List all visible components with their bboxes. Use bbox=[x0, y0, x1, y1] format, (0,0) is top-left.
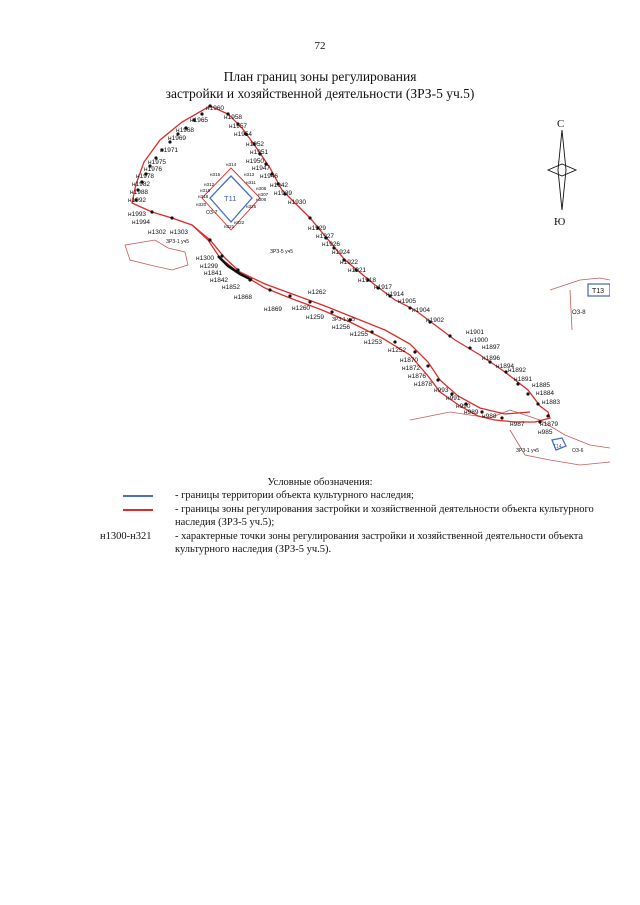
point-label: н985 bbox=[538, 429, 553, 436]
point-label: н1852 bbox=[222, 284, 241, 291]
point-label: н1993 bbox=[128, 211, 147, 218]
legend bbox=[100, 489, 600, 557]
legend-item-heritage-border bbox=[100, 489, 600, 502]
zone-label-oz8: ОЗ-8 bbox=[572, 310, 586, 316]
point-label: н1900 bbox=[470, 337, 489, 344]
point-label: н1841 bbox=[204, 270, 223, 277]
point-label: н1260 bbox=[292, 305, 311, 312]
legend-item-zone-border bbox=[100, 503, 600, 529]
point-labels-left bbox=[128, 105, 306, 236]
legend-key-text: н1300-н321 bbox=[100, 531, 152, 542]
point-label: н313 bbox=[244, 172, 255, 177]
zone-label-rz5: ЗРЗ-5 уч5 bbox=[270, 249, 293, 255]
point-label: н988 bbox=[482, 413, 497, 420]
compass-north-label: С bbox=[557, 118, 565, 130]
point-label: н325 bbox=[246, 204, 257, 209]
point-label: н1930 bbox=[288, 199, 307, 206]
point-label: н1869 bbox=[264, 306, 283, 313]
point-label: н1299 bbox=[200, 263, 219, 270]
point-label: н1946 bbox=[260, 173, 279, 180]
title-line-1: План границ зоны регулирования bbox=[223, 69, 417, 84]
zone-label-oz6: ОЗ-6 bbox=[572, 448, 584, 454]
point-label: н1978 bbox=[136, 173, 155, 180]
point-label: н1302 bbox=[148, 229, 167, 236]
point-label: н314 bbox=[226, 162, 237, 167]
zone-label-rz1-bottom: ЗРЗ-1 уч5 bbox=[516, 448, 539, 454]
point-label: н989 bbox=[464, 409, 479, 416]
point-label: н306 bbox=[256, 197, 267, 202]
point-label: н1883 bbox=[542, 399, 561, 406]
point-label: н1942 bbox=[270, 182, 289, 189]
point-label: н1947 bbox=[252, 165, 271, 172]
point-label: н1960 bbox=[206, 105, 225, 112]
point-label: н1950 bbox=[246, 158, 265, 165]
point-label: н315 bbox=[210, 172, 221, 177]
point-label: н308 bbox=[256, 186, 267, 191]
point-label: н1975 bbox=[148, 159, 167, 166]
point-label: н1952 bbox=[246, 141, 265, 148]
point-label: н1870 bbox=[400, 357, 419, 364]
point-label: н1951 bbox=[250, 149, 269, 156]
point-label: н1879 bbox=[540, 421, 559, 428]
point-label: н1252 bbox=[388, 347, 407, 354]
point-label: н1872 bbox=[402, 365, 421, 372]
page-number: 72 bbox=[314, 40, 326, 52]
point-label: н1994 bbox=[132, 219, 151, 226]
heritage-border bbox=[210, 176, 610, 450]
point-label: н1300 bbox=[196, 255, 215, 262]
point-label: н1965 bbox=[190, 117, 209, 124]
point-label: н1939 bbox=[274, 190, 293, 197]
neighbor-border-south bbox=[410, 410, 610, 465]
point-label: н1969 bbox=[168, 135, 187, 142]
point-label: н1878 bbox=[414, 381, 433, 388]
page-title bbox=[0, 68, 640, 102]
zone-label-rz1-top: ЗРЗ-1 уч5 bbox=[166, 239, 189, 245]
point-label: н1896 bbox=[482, 355, 501, 362]
point-label: н993 bbox=[434, 387, 449, 394]
point-label: н1253 bbox=[364, 339, 383, 346]
point-label: н1926 bbox=[322, 241, 341, 248]
zone-map bbox=[110, 100, 610, 480]
point-label: н1902 bbox=[426, 317, 445, 324]
point-label: н322 bbox=[234, 220, 245, 225]
legend-title: Условные обозначения: bbox=[267, 477, 373, 488]
point-label: н319 bbox=[200, 188, 211, 193]
point-label: н1262 bbox=[308, 289, 327, 296]
point-label: н1954 bbox=[234, 131, 253, 138]
point-label: н1892 bbox=[508, 367, 527, 374]
zone-labels bbox=[166, 194, 604, 454]
point-label: н1876 bbox=[408, 373, 427, 380]
point-label: н1905 bbox=[398, 298, 417, 305]
red-line-swatch bbox=[123, 509, 153, 511]
point-label: н1884 bbox=[536, 390, 555, 397]
point-label: н987 bbox=[510, 421, 525, 428]
point-label: н1259 bbox=[306, 314, 325, 321]
compass-needle-icon bbox=[548, 130, 576, 210]
point-label: н1957 bbox=[229, 123, 248, 130]
point-label: н1891 bbox=[514, 376, 533, 383]
point-label: н1958 bbox=[224, 114, 243, 121]
point-label: н1894 bbox=[496, 363, 515, 370]
point-label: н990 bbox=[456, 403, 471, 410]
point-label: н1924 bbox=[332, 249, 351, 256]
point-label: н991 bbox=[446, 395, 461, 402]
zone-label-oz7: ОЗ-7 bbox=[206, 210, 218, 216]
point-label: н1901 bbox=[466, 329, 485, 336]
point-label: н1256 bbox=[332, 324, 351, 331]
point-label: н1897 bbox=[482, 344, 501, 351]
point-label: н1868 bbox=[234, 294, 253, 301]
zone-border-inner bbox=[192, 225, 533, 414]
zone-label-t13: Т13 bbox=[592, 288, 605, 295]
point-label: н1918 bbox=[358, 277, 377, 284]
legend-desc: - границы зоны регулирования застройки и хозяйственной деятельности объекта культурного наследия (ЗРЗ-5 уч.5); bbox=[175, 504, 594, 528]
point-label: н1988 bbox=[130, 189, 149, 196]
point-label: н311 bbox=[246, 180, 256, 185]
point-label: н1904 bbox=[412, 307, 431, 314]
point-label: н1929 bbox=[308, 225, 327, 232]
point-label: н1303 bbox=[170, 229, 189, 236]
point-label: н1842 bbox=[210, 277, 229, 284]
legend-key bbox=[100, 503, 175, 511]
point-label: н1914 bbox=[386, 291, 405, 298]
point-label: н1922 bbox=[340, 259, 359, 266]
zone-label-t11: Т11 bbox=[224, 194, 237, 203]
point-label: н1885 bbox=[532, 382, 551, 389]
point-label: н1992 bbox=[128, 197, 147, 204]
point-label: н1255 bbox=[350, 331, 369, 338]
legend-key bbox=[100, 489, 175, 497]
point-label: н320 bbox=[196, 202, 207, 207]
legend-desc: - характерные точки зоны регулирования застройки и хозяйственной деятельности объекта культурного наследия (ЗРЗ-5 уч.5). bbox=[175, 531, 584, 555]
point-label: н318 bbox=[198, 194, 209, 199]
point-label: н1971 bbox=[160, 147, 179, 154]
title-line-2: застройки и хозяйственной деятельности (ЗРЗ-5 уч.5) bbox=[165, 86, 475, 101]
zone-label-t14: Т14 bbox=[553, 444, 562, 450]
legend-desc: - границы территории объекта культурного наследия; bbox=[175, 490, 414, 501]
point-label: н1927 bbox=[316, 233, 335, 240]
point-label: н1921 bbox=[348, 267, 367, 274]
point-label: н1968 bbox=[176, 127, 195, 134]
compass-south-label: Ю bbox=[554, 216, 566, 228]
point-label: н321 bbox=[224, 224, 235, 229]
neighbor-border-east bbox=[550, 278, 610, 330]
compass bbox=[548, 130, 576, 210]
point-label: н1976 bbox=[144, 166, 163, 173]
point-label: н312 bbox=[204, 182, 215, 187]
point-label: н1917 bbox=[374, 284, 393, 291]
point-label: н1982 bbox=[132, 181, 151, 188]
blue-line-swatch bbox=[123, 495, 153, 497]
zone-label-rz1-mid: ЗРЗ-1 уч5 bbox=[332, 317, 355, 323]
point-label: н307 bbox=[258, 192, 269, 197]
legend-item-points bbox=[100, 530, 600, 556]
